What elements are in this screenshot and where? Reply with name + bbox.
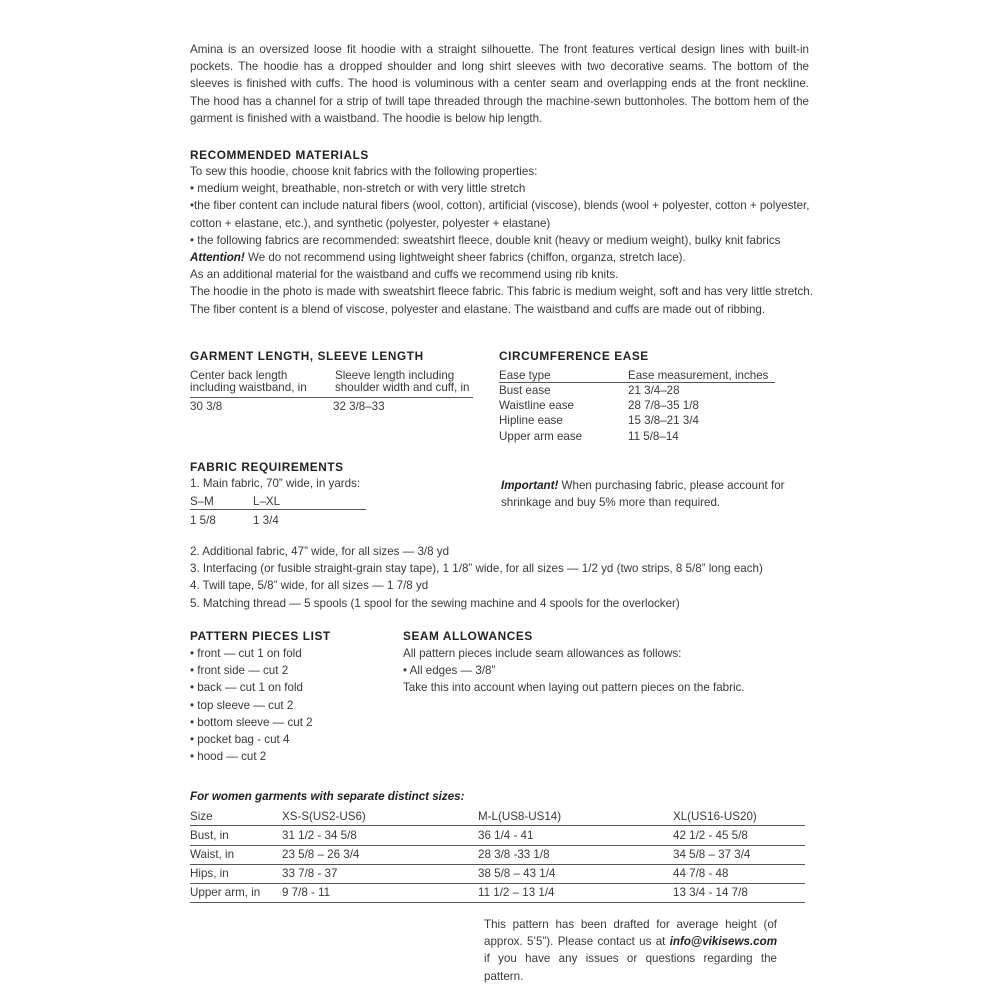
size-table-header: XL(US16-US20) [673,810,757,823]
header-line: shoulder width and cuff, in [335,380,470,394]
footer-note [484,916,777,985]
important-text: When purchasing fabric, please account for [558,479,785,492]
table-cell: 33 7/8 - 37 [282,867,338,880]
size-table-caption: For women garments with separate distinct sizes: [190,790,465,803]
footer-text: This pattern has been drafted for average height (of approx. 5’5”). Please contact us at [484,918,777,949]
list-item: • back — cut 1 on fold [190,681,303,695]
materials-line: •the fiber content can include natural fibers (wool, cotton), artificial (viscose), blends (wool + polyester, cotton + polyester, [190,199,810,213]
table-cell: 11 1/2 – 13 1/4 [478,886,555,899]
materials-line: The hoodie in the photo is made with sweatshirt fleece fabric. This fabric is medium weight, soft and has very little stretch. [190,285,813,299]
fabric-size-header: L–XL [253,495,281,508]
important-note [501,477,801,511]
pattern-pieces-title: PATTERN PIECES LIST [190,629,331,643]
size-table-rule [190,845,805,846]
materials-line: • the following fabrics are recommended: sweatshirt fleece, double knit (heavy or medium weight), bulky knit fabrics [190,233,781,247]
list-item: • front — cut 1 on fold [190,647,302,660]
list-item: • bottom sleeve — cut 2 [190,715,313,729]
header-line: including waistband, in [190,380,307,394]
fabric-size-value: 1 5/8 [190,514,216,527]
size-table-rule [190,883,805,884]
table-row-label: Hips, in [190,867,229,880]
fabric-rule [190,509,366,510]
ease-type-cell: Hipline ease [499,414,563,427]
ease-type-cell: Upper arm ease [499,430,583,443]
seam-allowances-body [403,645,745,697]
important-line [501,477,801,494]
fabric-item: 4. Twill tape, 5/8” wide, for all sizes — 1 7/8 yd [190,579,429,593]
seam-line: All pattern pieces include seam allowances as follows: [403,647,682,660]
circumference-ease-title: CIRCUMFERENCE EASE [499,349,649,363]
materials-line: To sew this hoodie, choose knit fabrics with the following properties: [190,165,538,178]
ease-type-header: Ease type [499,369,551,382]
garment-length-rule [190,397,473,398]
center-back-length-header [190,370,307,393]
sleeve-length-header [335,370,470,393]
seam-line: Take this into account when laying out pattern pieces on the fabric. [403,681,745,695]
fabric-item: 5. Matching thread — 5 spools (1 spool for the sewing machine and 4 spools for the overlocker) [190,596,680,610]
materials-line: The fiber content is a blend of viscose, polyester and elastane. The waistband and cuffs are made out of ribbing. [190,302,766,316]
center-back-length-value: 30 3/8 [190,400,223,413]
table-cell: 28 3/8 -33 1/8 [478,848,550,861]
ease-value-cell: 28 7/8–35 1/8 [628,399,699,412]
ease-type-cell: Waistline ease [499,399,574,412]
sleeve-length-value: 32 3/8–33 [333,400,385,413]
ease-measurement-header: Ease measurement, inches [628,369,769,382]
circumference-rule [499,382,775,383]
table-cell: 42 1/2 - 45 5/8 [673,829,748,842]
important-label: Important! [501,479,559,492]
ease-value-cell: 15 3/8–21 3/4 [628,414,699,427]
table-cell: 44 7/8 - 48 [673,867,729,880]
intro-paragraph: Amina is an oversized loose fit hoodie with a straight silhouette. The front features vertical design lines with built-in pockets. The hoodie has a dropped shoulder and long shirt sleeves with two decorative seams. The bottom of the sleeves is finished with cuffs. The hood is voluminous with a center seam and overlapping ends at the front neckline. The hood has a channel for a strip of twill tape threaded through the machine-sewn buttonholes. The bottom hem of the garment is finished with a waistband. The hoodie is below hip length. [190,43,809,125]
fabric-size-value: 1 3/4 [253,514,279,527]
list-item: • top sleeve — cut 2 [190,698,294,712]
size-table-header: Size [190,810,213,823]
size-table-rule [190,864,805,865]
ease-type-cell: Bust ease [499,384,551,397]
size-table-header: M-L(US8-US14) [478,810,562,823]
table-cell: 9 7/8 - 11 [282,886,331,899]
table-cell: 38 5/8 – 43 1/4 [478,867,556,880]
materials-title: RECOMMENDED MATERIALS [190,148,369,162]
table-cell: 36 1/4 - 41 [478,829,534,842]
ease-value-cell: 11 5/8–14 [628,430,679,443]
table-row-label: Bust, in [190,829,229,842]
materials-line: cotton + elastane, etc.), and synthetic (polyester, polyester + elastane) [190,216,551,230]
attention-line [190,249,810,266]
fabric-item: 3. Interfacing (or fusible straight-grain stay tape), 1 1/8” wide, for all sizes — 1/2 yd (two strips, 8 5/8” long each) [190,562,763,576]
pattern-pieces-list [190,645,313,765]
footer-text: if you have any issues or questions regarding the pattern. [484,952,777,983]
table-cell: 23 5/8 – 26 3/4 [282,848,360,861]
table-row-label: Upper arm, in [190,886,261,899]
table-cell: 31 1/2 - 34 5/8 [282,829,357,842]
header-line: Sleeve length including [335,369,455,382]
main-fabric-line: 1. Main fabric, 70” wide, in yards: [190,477,361,490]
materials-line: As an additional material for the waistband and cuffs we recommend using rib knits. [190,268,619,282]
materials-body [190,163,813,318]
seam-line: • All edges — 3/8” [403,664,496,678]
table-cell: 13 3/4 - 14 7/8 [673,886,748,899]
contact-email-link[interactable]: info@vikisews.com [669,935,777,949]
table-cell: 34 5/8 – 37 3/4 [673,848,751,861]
header-line: Center back length [190,369,288,382]
ease-value-cell: 21 3/4–28 [628,384,680,397]
fabric-requirements-title: FABRIC REQUIREMENTS [190,460,344,474]
fabric-items [190,543,763,612]
list-item: • hood — cut 2 [190,750,267,764]
size-table-header: XS-S(US2-US6) [282,810,366,823]
attention-label: Attention! [190,251,245,265]
fabric-size-header: S–M [190,495,214,508]
materials-line: • medium weight, breathable, non-stretch or with very little stretch [190,182,526,196]
list-item: • pocket bag - cut 4 [190,733,290,747]
table-row-label: Waist, in [190,848,235,861]
size-table-rule [190,825,805,826]
size-table-rule [190,902,805,903]
fabric-item: 2. Additional fabric, 47” wide, for all sizes — 3/8 yd [190,545,450,558]
garment-length-title: GARMENT LENGTH, SLEEVE LENGTH [190,349,424,363]
list-item: • front side — cut 2 [190,664,289,678]
seam-allowances-title: SEAM ALLOWANCES [403,629,533,643]
important-line: shrinkage and buy 5% more than required. [501,496,721,510]
attention-text: We do not recommend using lightweight sheer fabrics (chiffon, organza, stretch lace). [244,251,686,265]
